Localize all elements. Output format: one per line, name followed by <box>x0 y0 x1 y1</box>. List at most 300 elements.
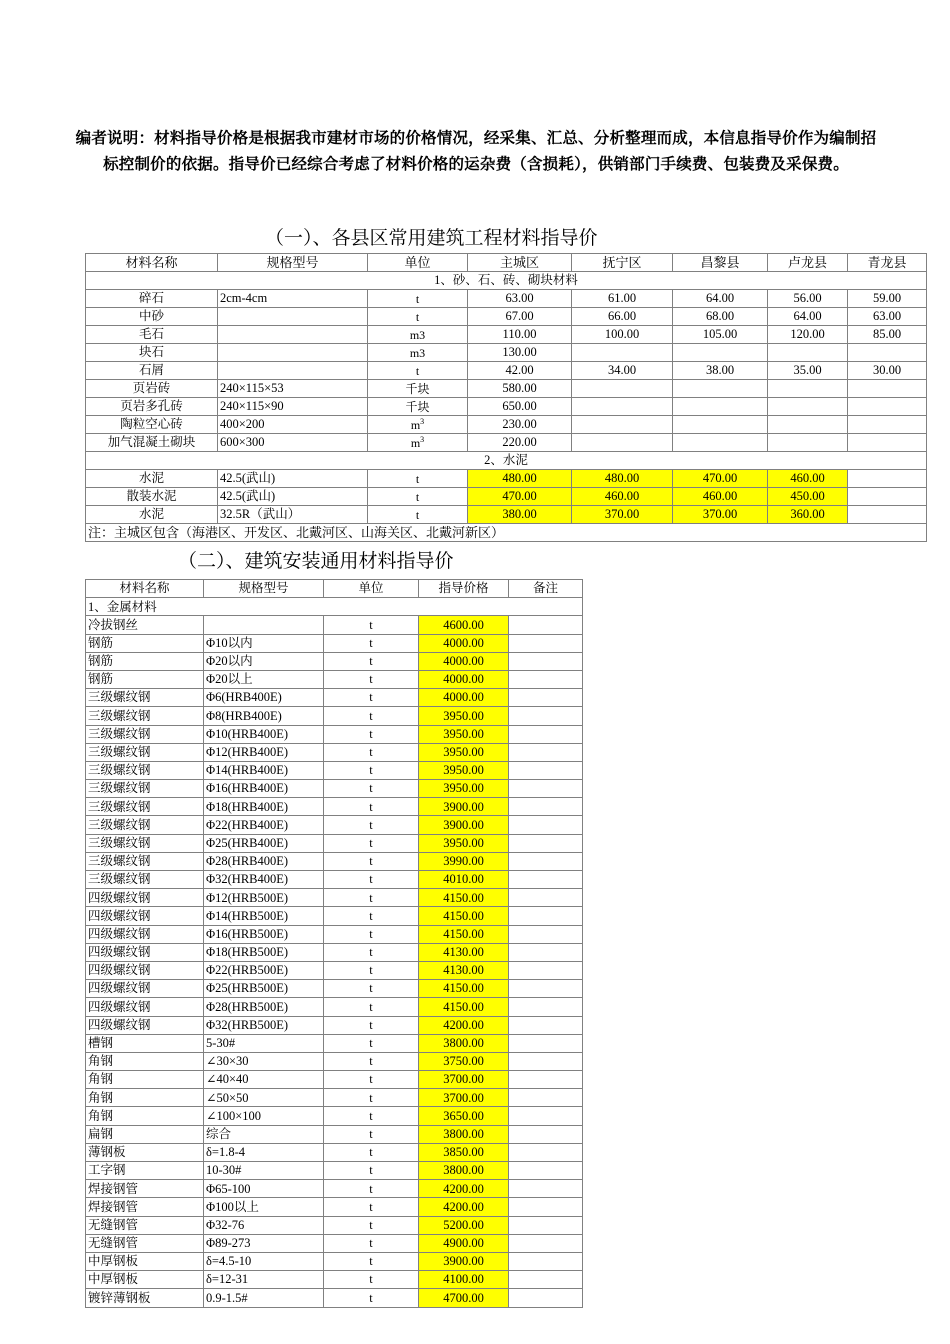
cell-unit: t <box>324 1071 419 1089</box>
cell-spec: δ=12-31 <box>204 1271 324 1289</box>
cell-price: 3950.00 <box>419 743 509 761</box>
cell-price: 63.00 <box>848 308 927 326</box>
table-row <box>86 308 927 326</box>
cell-material-name: 三级螺纹钢 <box>86 707 204 725</box>
cell-unit: t <box>324 907 419 925</box>
cell-note <box>509 834 583 852</box>
cell-note <box>509 1071 583 1089</box>
cell-material-name: 镀锌薄钢板 <box>86 1289 204 1307</box>
cell-material-name: 毛石 <box>86 326 218 344</box>
table-row <box>86 1252 583 1270</box>
table-row <box>86 1289 583 1307</box>
cell-material-name: 三级螺纹钢 <box>86 834 204 852</box>
cell-material-name: 页岩砖 <box>86 380 218 398</box>
cell-material-name: 角钢 <box>86 1071 204 1089</box>
cell-note <box>509 998 583 1016</box>
cell-price: 5200.00 <box>419 1216 509 1234</box>
cell-unit: t <box>324 780 419 798</box>
cell-spec: Φ89-273 <box>204 1234 324 1252</box>
cell-price: 580.00 <box>468 380 572 398</box>
cell-material-name: 钢筋 <box>86 652 204 670</box>
cell-material-name: 中砂 <box>86 308 218 326</box>
cell-material-name: 四级螺纹钢 <box>86 980 204 998</box>
cell-material-name: 三级螺纹钢 <box>86 780 204 798</box>
cell-price: 38.00 <box>673 362 768 380</box>
cell-price: 4150.00 <box>419 980 509 998</box>
cell-unit: t <box>324 998 419 1016</box>
cell-spec: Φ28(HRB500E) <box>204 998 324 1016</box>
cell-material-name: 角钢 <box>86 1107 204 1125</box>
cell-spec: Φ25(HRB500E) <box>204 980 324 998</box>
cell-price: 450.00 <box>768 488 848 506</box>
group-header-row <box>86 272 927 290</box>
cell-material-name: 石屑 <box>86 362 218 380</box>
cell-unit: t <box>324 761 419 779</box>
cell-material-name: 中厚钢板 <box>86 1271 204 1289</box>
cell-price <box>572 416 673 434</box>
cell-price: 480.00 <box>572 470 673 488</box>
cell-material-name: 钢筋 <box>86 634 204 652</box>
cell-unit: t <box>324 1125 419 1143</box>
cell-price: 3950.00 <box>419 761 509 779</box>
cell-unit: t <box>324 1234 419 1252</box>
cell-spec: 5-30# <box>204 1034 324 1052</box>
cell-note <box>509 743 583 761</box>
table-row <box>86 961 583 979</box>
cell-unit: t <box>324 1198 419 1216</box>
table-row <box>86 362 927 380</box>
cell-price <box>848 470 927 488</box>
cell-spec: 0.9-1.5# <box>204 1289 324 1307</box>
table-row <box>86 290 927 308</box>
cell-note <box>509 1143 583 1161</box>
cell-note <box>509 1089 583 1107</box>
table-row <box>86 725 583 743</box>
table-row <box>86 652 583 670</box>
cell-note <box>509 1034 583 1052</box>
cell-price: 4150.00 <box>419 907 509 925</box>
table-row <box>86 1162 583 1180</box>
cell-spec: Φ10(HRB400E) <box>204 725 324 743</box>
cell-note <box>509 907 583 925</box>
cell-material-name: 碎石 <box>86 290 218 308</box>
cell-price: 68.00 <box>673 308 768 326</box>
cell-spec <box>218 362 368 380</box>
cell-note <box>509 798 583 816</box>
cell-price <box>572 380 673 398</box>
cell-price: 4900.00 <box>419 1234 509 1252</box>
cell-material-name: 三级螺纹钢 <box>86 852 204 870</box>
cell-unit: t <box>324 1107 419 1125</box>
cell-price <box>768 344 848 362</box>
cell-price: 3650.00 <box>419 1107 509 1125</box>
cell-unit: t <box>324 1289 419 1307</box>
table-row <box>86 743 583 761</box>
cell-note <box>509 780 583 798</box>
group-header-row <box>86 598 583 616</box>
group-label: 2、水泥 <box>86 452 927 470</box>
cell-spec: Φ32(HRB500E) <box>204 1016 324 1034</box>
cell-price: 35.00 <box>768 362 848 380</box>
cell-spec: 240×115×53 <box>218 380 368 398</box>
cell-price <box>572 344 673 362</box>
cell-price: 470.00 <box>468 488 572 506</box>
cell-material-name: 钢筋 <box>86 670 204 688</box>
cell-price: 100.00 <box>572 326 673 344</box>
cell-note <box>509 925 583 943</box>
cell-note <box>509 1125 583 1143</box>
cell-spec: 42.5(武山) <box>218 488 368 506</box>
table-row <box>86 1180 583 1198</box>
cell-unit: t <box>324 1089 419 1107</box>
cell-price <box>768 380 848 398</box>
cell-note <box>509 889 583 907</box>
cell-spec <box>218 344 368 362</box>
cell-price: 3800.00 <box>419 1125 509 1143</box>
table-row <box>86 998 583 1016</box>
cell-price <box>848 398 927 416</box>
cell-unit: t <box>368 308 468 326</box>
cell-unit: t <box>324 852 419 870</box>
column-header-2: 单位 <box>324 580 419 598</box>
cell-price: 4150.00 <box>419 925 509 943</box>
table-header-row <box>86 254 927 272</box>
cell-material-name: 三级螺纹钢 <box>86 816 204 834</box>
cell-unit: t <box>324 925 419 943</box>
cell-unit: t <box>324 743 419 761</box>
cell-spec: Φ18(HRB500E) <box>204 943 324 961</box>
cell-unit: t <box>324 652 419 670</box>
cell-spec: 2cm-4cm <box>218 290 368 308</box>
table-row <box>86 798 583 816</box>
cell-price <box>673 344 768 362</box>
cell-unit: t <box>368 488 468 506</box>
table-row <box>86 852 583 870</box>
cell-price: 3900.00 <box>419 816 509 834</box>
cell-material-name: 扁钢 <box>86 1125 204 1143</box>
cell-material-name: 三级螺纹钢 <box>86 743 204 761</box>
cell-material-name: 焊接钢管 <box>86 1180 204 1198</box>
cell-price: 3700.00 <box>419 1089 509 1107</box>
cell-price: 3950.00 <box>419 780 509 798</box>
cell-material-name: 工字钢 <box>86 1162 204 1180</box>
cell-spec: 综合 <box>204 1125 324 1143</box>
cell-material-name: 四级螺纹钢 <box>86 907 204 925</box>
section-title-common: （二）、建筑安装通用材料指导价 <box>178 551 454 572</box>
table-row <box>86 1143 583 1161</box>
cell-unit: m3 <box>368 344 468 362</box>
cell-price: 56.00 <box>768 290 848 308</box>
cell-unit: $m^3$ <box>368 416 468 434</box>
group-label: 1、砂、石、砖、砌块材料 <box>86 272 927 290</box>
cell-spec: ∠50×50 <box>204 1089 324 1107</box>
cell-note <box>509 616 583 634</box>
cell-unit: t <box>324 725 419 743</box>
table-row <box>86 344 927 362</box>
cell-spec: δ=1.8-4 <box>204 1143 324 1161</box>
cell-price <box>768 434 848 452</box>
table-row <box>86 398 927 416</box>
table-row <box>86 380 927 398</box>
cell-note <box>509 980 583 998</box>
cell-price: 4130.00 <box>419 943 509 961</box>
cell-price: 650.00 <box>468 398 572 416</box>
column-header-0: 材料名称 <box>86 580 204 598</box>
cell-spec: 32.5R（武山） <box>218 506 368 524</box>
cell-spec: Φ65-100 <box>204 1180 324 1198</box>
cell-note <box>509 1052 583 1070</box>
cell-material-name: 四级螺纹钢 <box>86 1016 204 1034</box>
column-header-4: 抚宁区 <box>572 254 673 272</box>
cell-material-name: 四级螺纹钢 <box>86 943 204 961</box>
cell-spec: δ=4.5-10 <box>204 1252 324 1270</box>
cell-unit: 千块 <box>368 380 468 398</box>
cell-unit: t <box>324 1016 419 1034</box>
cell-spec <box>204 616 324 634</box>
table-row <box>86 1052 583 1070</box>
table-row <box>86 616 583 634</box>
cell-spec: 240×115×90 <box>218 398 368 416</box>
cell-material-name: 页岩多孔砖 <box>86 398 218 416</box>
cell-price: 59.00 <box>848 290 927 308</box>
cell-spec: Φ32(HRB400E) <box>204 871 324 889</box>
cell-price: 4000.00 <box>419 652 509 670</box>
cell-price: 130.00 <box>468 344 572 362</box>
cell-price: 230.00 <box>468 416 572 434</box>
cell-unit: t <box>368 470 468 488</box>
cell-note <box>509 689 583 707</box>
cell-price: 34.00 <box>572 362 673 380</box>
cell-spec: Φ8(HRB400E) <box>204 707 324 725</box>
cell-spec: ∠30×30 <box>204 1052 324 1070</box>
cell-price <box>673 416 768 434</box>
table-note-row <box>86 524 927 542</box>
cell-price: 480.00 <box>468 470 572 488</box>
cell-note <box>509 1271 583 1289</box>
cell-price: 460.00 <box>768 470 848 488</box>
cell-price: 370.00 <box>572 506 673 524</box>
cell-price: 4130.00 <box>419 961 509 979</box>
cell-price: 42.00 <box>468 362 572 380</box>
cell-price: 470.00 <box>673 470 768 488</box>
cell-spec: Φ6(HRB400E) <box>204 689 324 707</box>
table-header-row <box>86 580 583 598</box>
cell-note <box>509 871 583 889</box>
column-header-1: 规格型号 <box>218 254 368 272</box>
cell-spec: 42.5(武山) <box>218 470 368 488</box>
cell-unit: t <box>368 290 468 308</box>
cell-price <box>768 398 848 416</box>
cell-unit: t <box>324 1180 419 1198</box>
cell-price: 4100.00 <box>419 1271 509 1289</box>
column-header-4: 备注 <box>509 580 583 598</box>
cell-material-name: 陶粒空心砖 <box>86 416 218 434</box>
table-row <box>86 925 583 943</box>
cell-price: 3950.00 <box>419 725 509 743</box>
cell-unit: t <box>324 707 419 725</box>
cell-material-name: 加气混凝土砌块 <box>86 434 218 452</box>
cell-material-name: 槽钢 <box>86 1034 204 1052</box>
cell-unit: t <box>324 834 419 852</box>
table-row <box>86 470 927 488</box>
cell-unit: t <box>324 980 419 998</box>
cell-spec: Φ25(HRB400E) <box>204 834 324 852</box>
cell-material-name: 四级螺纹钢 <box>86 925 204 943</box>
cell-price <box>848 380 927 398</box>
column-header-6: 卢龙县 <box>768 254 848 272</box>
cell-note <box>509 1289 583 1307</box>
cell-note <box>509 961 583 979</box>
cell-unit: t <box>324 871 419 889</box>
cell-spec: Φ14(HRB500E) <box>204 907 324 925</box>
cell-material-name: 水泥 <box>86 470 218 488</box>
table-row <box>86 1107 583 1125</box>
cell-unit: t <box>324 889 419 907</box>
cell-unit: t <box>368 506 468 524</box>
cell-material-name: 冷拔钢丝 <box>86 616 204 634</box>
cell-unit: t <box>324 1271 419 1289</box>
cell-price: 3950.00 <box>419 834 509 852</box>
cell-price: 67.00 <box>468 308 572 326</box>
cell-unit: t <box>324 1252 419 1270</box>
cell-price: 4200.00 <box>419 1016 509 1034</box>
cell-price: 4200.00 <box>419 1180 509 1198</box>
cell-price <box>848 506 927 524</box>
cell-spec: 400×200 <box>218 416 368 434</box>
cell-note <box>509 725 583 743</box>
cell-material-name: 四级螺纹钢 <box>86 889 204 907</box>
cell-price <box>768 416 848 434</box>
cell-spec: 10-30# <box>204 1162 324 1180</box>
table-row <box>86 780 583 798</box>
cell-price: 3750.00 <box>419 1052 509 1070</box>
table-row <box>86 1198 583 1216</box>
editor-note: 编者说明：材料指导价格是根据我市建材市场的价格情况，经采集、汇总、分析整理而成，本信息指导价作为编制招标控制价的依据。指导价已经综合考虑了材料价格的运杂费（含损耗），供销部门手续费、包装费及采保费。 <box>75 130 877 173</box>
table-row <box>86 1034 583 1052</box>
cell-spec: Φ16(HRB500E) <box>204 925 324 943</box>
cell-material-name: 薄钢板 <box>86 1143 204 1161</box>
cell-price <box>572 398 673 416</box>
table-row <box>86 634 583 652</box>
cell-material-name: 水泥 <box>86 506 218 524</box>
cell-note <box>509 707 583 725</box>
cell-material-name: 三级螺纹钢 <box>86 798 204 816</box>
cell-price: 3900.00 <box>419 798 509 816</box>
cell-price: 120.00 <box>768 326 848 344</box>
cell-note <box>509 761 583 779</box>
cell-price <box>848 344 927 362</box>
cell-spec: Φ22(HRB500E) <box>204 961 324 979</box>
cell-material-name: 四级螺纹钢 <box>86 961 204 979</box>
cell-unit: t <box>324 1162 419 1180</box>
cell-price: 4150.00 <box>419 998 509 1016</box>
cell-price <box>848 416 927 434</box>
cell-spec: Φ22(HRB400E) <box>204 816 324 834</box>
column-header-1: 规格型号 <box>204 580 324 598</box>
cell-price <box>848 434 927 452</box>
cell-unit: t <box>324 1052 419 1070</box>
table-row <box>86 871 583 889</box>
cell-price <box>673 380 768 398</box>
table-row <box>86 670 583 688</box>
cell-unit: t <box>324 816 419 834</box>
cell-price: 4000.00 <box>419 634 509 652</box>
cell-price: 4600.00 <box>419 616 509 634</box>
cell-spec <box>218 326 368 344</box>
cell-note <box>509 1016 583 1034</box>
cell-price: 460.00 <box>572 488 673 506</box>
table-row <box>86 889 583 907</box>
cell-material-name: 无缝钢管 <box>86 1216 204 1234</box>
cell-price: 460.00 <box>673 488 768 506</box>
cell-unit: 千块 <box>368 398 468 416</box>
county-material-price-table <box>85 253 927 542</box>
cell-material-name: 无缝钢管 <box>86 1234 204 1252</box>
column-header-7: 青龙县 <box>848 254 927 272</box>
cell-material-name: 中厚钢板 <box>86 1252 204 1270</box>
cell-unit: t <box>324 798 419 816</box>
cell-spec: Φ100以上 <box>204 1198 324 1216</box>
cell-price: 4010.00 <box>419 871 509 889</box>
cell-price: 64.00 <box>673 290 768 308</box>
cell-price: 380.00 <box>468 506 572 524</box>
cell-note <box>509 634 583 652</box>
cell-note <box>509 1252 583 1270</box>
table-row <box>86 816 583 834</box>
cell-note <box>509 1198 583 1216</box>
cell-note <box>509 670 583 688</box>
table-row <box>86 980 583 998</box>
table-row <box>86 1089 583 1107</box>
cell-unit: t <box>324 961 419 979</box>
cell-material-name: 焊接钢管 <box>86 1198 204 1216</box>
cell-price: 4200.00 <box>419 1198 509 1216</box>
table-row <box>86 1216 583 1234</box>
cell-price: 3900.00 <box>419 1252 509 1270</box>
cell-unit: m3 <box>368 326 468 344</box>
cell-price <box>673 398 768 416</box>
cell-note <box>509 1107 583 1125</box>
cell-note <box>509 816 583 834</box>
cell-note <box>509 1216 583 1234</box>
cell-unit: t <box>324 670 419 688</box>
cell-price: 110.00 <box>468 326 572 344</box>
cell-material-name: 三级螺纹钢 <box>86 725 204 743</box>
cell-unit: t <box>324 1143 419 1161</box>
cell-spec: 600×300 <box>218 434 368 452</box>
cell-price <box>572 434 673 452</box>
cell-price: 61.00 <box>572 290 673 308</box>
cell-price: 220.00 <box>468 434 572 452</box>
table-row <box>86 689 583 707</box>
group-label: 1、金属材料 <box>86 598 583 616</box>
column-header-0: 材料名称 <box>86 254 218 272</box>
cell-price: 3850.00 <box>419 1143 509 1161</box>
cell-price: 85.00 <box>848 326 927 344</box>
cell-unit: t <box>324 634 419 652</box>
table-row <box>86 1271 583 1289</box>
cell-price: 3700.00 <box>419 1071 509 1089</box>
cell-price: 105.00 <box>673 326 768 344</box>
cell-price: 4150.00 <box>419 889 509 907</box>
cell-note <box>509 1162 583 1180</box>
table-row <box>86 488 927 506</box>
cell-material-name: 块石 <box>86 344 218 362</box>
cell-unit: t <box>324 1216 419 1234</box>
cell-spec: Φ28(HRB400E) <box>204 852 324 870</box>
cell-unit: $m^3$ <box>368 434 468 452</box>
table-row <box>86 1125 583 1143</box>
